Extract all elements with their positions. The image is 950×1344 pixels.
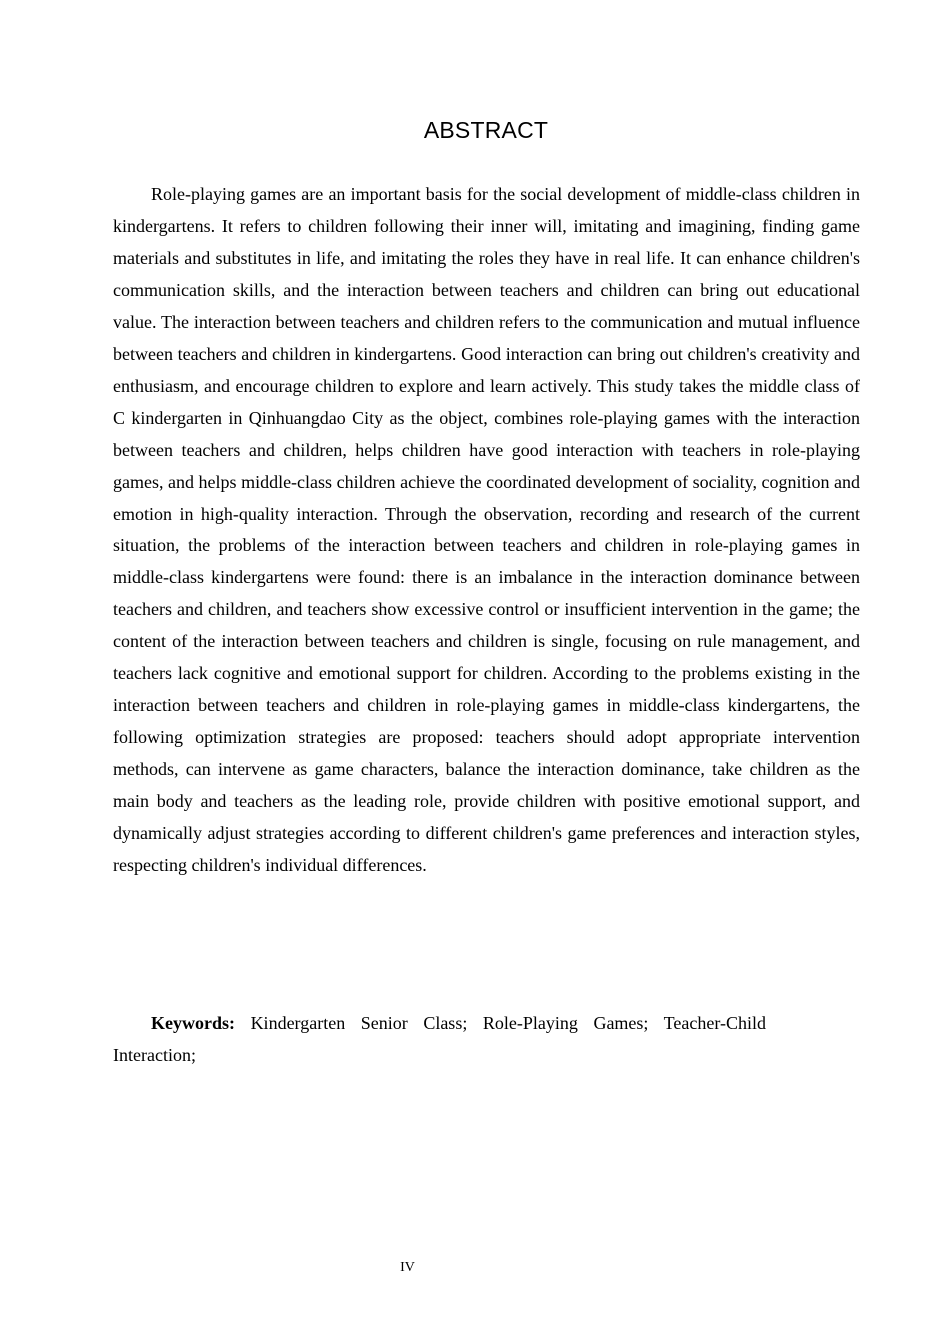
- abstract-body: Role-playing games are an important basis for the social development of middle-class children in kindergartens. It refers to children following their inner will, imitating and imagining, finding game materials and substitutes in life, and imitating the roles they have in real life. It can enhance children's communication skills, and the interaction between teachers and children can bring out educational value. The interaction between teachers and children refers to the communication and mutual influence between teachers and children in kindergartens. Good interaction can bring out children's creativity and enthusiasm, and encourage children to explore and learn actively. This study takes the middle class of C kindergarten in Qinhuangdao City as the object, combines role-playing games with the interaction between teachers and children, helps children have good interaction with teachers in role-playing games, and helps middle-class children achieve the coordinated development of sociality, cognition and emotion in high-quality interaction. Through the observation, recording and research of the current situation, the problems of the interaction between teachers and children in role-playing games in middle-class kindergartens were found: there is an imbalance in the interaction dominance between teachers and children, and teachers show excessive control or insufficient intervention in the game; the content of the interaction between teachers and children is single, focusing on rule management, and teachers lack cognitive and emotional support for children. According to the problems existing in the interaction between teachers and children in role-playing games in middle-class kindergartens, the following optimization strategies are proposed: teachers should adopt appropriate intervention methods, can intervene as game characters, balance the interaction dominance, take children as the main body and teachers as the leading role, provide children with positive emotional support, and dynamically adjust strategies according to different children's game preferences and interaction styles, respecting children's individual differences.: [113, 184, 860, 876]
- keywords-label: Keywords:: [151, 1013, 235, 1033]
- abstract-title: ABSTRACT: [423, 117, 549, 143]
- page-number: IV: [400, 1260, 415, 1275]
- keywords-paragraph: [113, 1008, 766, 1072]
- keywords-text: Kindergarten Senior Class; Role-Playing Games; Teacher-Child Interaction;: [113, 1013, 766, 1065]
